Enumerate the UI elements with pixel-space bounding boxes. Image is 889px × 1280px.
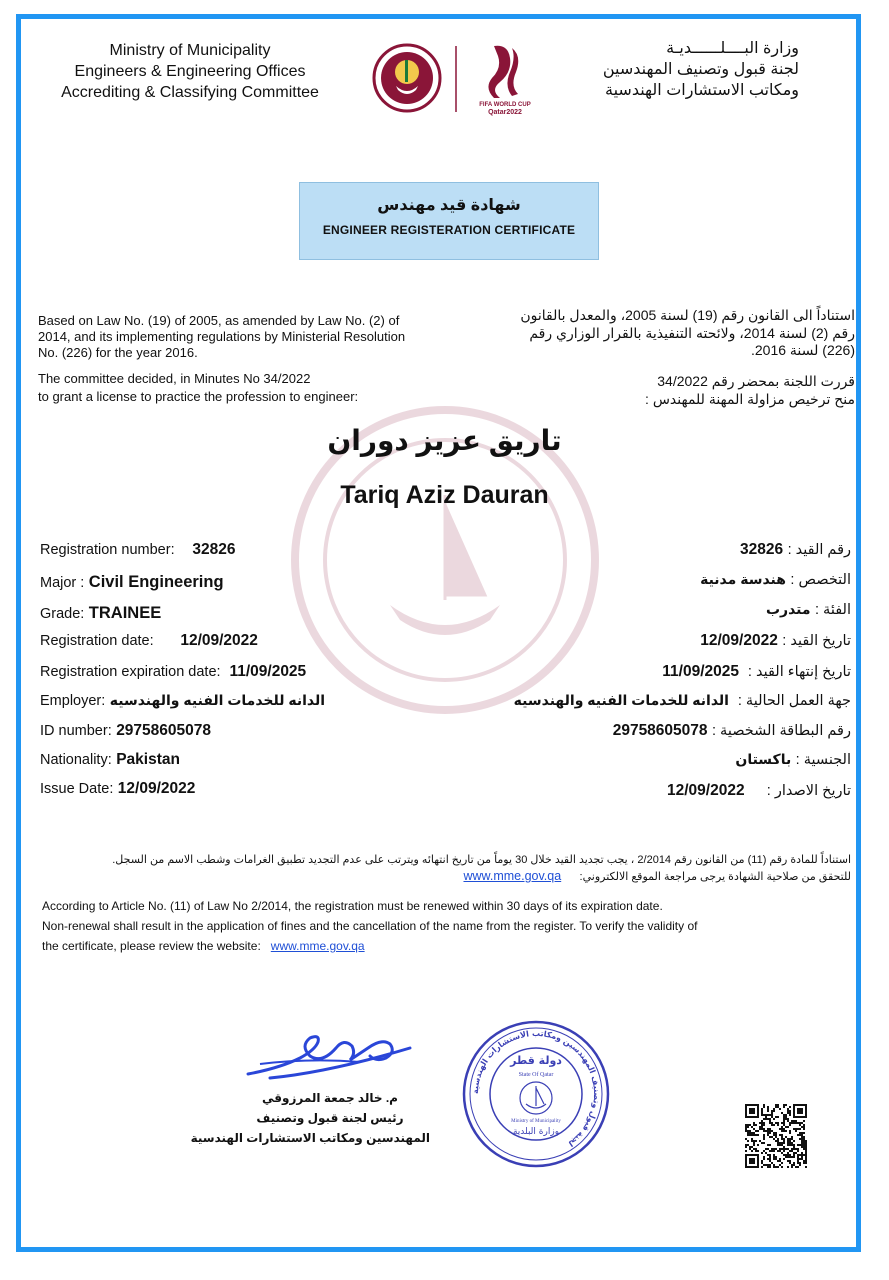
qr-code-icon[interactable] — [745, 1104, 807, 1168]
header-en-line: Engineers & Engineering Offices — [74, 63, 306, 80]
website-link-ar[interactable]: www.mme.gov.qa — [463, 869, 562, 883]
decision-line-ar: قررت اللجنة بمحضر رقم 34/2022 — [657, 373, 855, 389]
header-ar-line: لجنة قبول وتصنيف المهندسين — [602, 61, 799, 78]
field-id-number-ar: رقم البطاقة الشخصية : 29758605078 — [612, 722, 851, 739]
field-major-en: Major : Civil Engineering — [40, 573, 224, 591]
expiration-date-value: 11/09/2025 — [229, 663, 307, 680]
law-decision-en — [38, 370, 418, 406]
note-en-line: According to Article No. (11) of Law No 2/2014, the registration must be renewed within 30 days of its expiration date. — [42, 899, 663, 913]
header-ar-line: ومكاتب الاستشارات الهندسية — [605, 82, 799, 99]
law-text-ar: استناداً الى القانون رقم (19) لسنة 2005، والمعدل بالقانون رقم (2) لسنة 2014، ولائحته التنفيذية بالقرار الوزاري رقم (226) لسنة 2016. — [520, 307, 855, 358]
header-logos — [370, 42, 540, 123]
website-link-en[interactable]: www.mme.gov.qa — [270, 939, 365, 953]
header-en — [40, 40, 340, 103]
engineer-name-ar: تاريق عزيز دوران — [327, 425, 562, 456]
official-stamp — [460, 1018, 612, 1170]
note-en-line: Non-renewal shall result in the application of fines and the cancellation of the name from the register. To verify the validity of — [42, 919, 698, 933]
registration-date-value: 12/09/2022 — [180, 632, 258, 649]
header-en-line: Ministry of Municipality — [109, 42, 271, 59]
employer-value: الدانه للخدمات الفنيه والهندسيه — [109, 692, 326, 708]
header-en-line: Accrediting & Classifying Committee — [61, 84, 319, 101]
field-grade-en: Grade: TRAINEE — [40, 604, 162, 622]
law-text-en: Based on Law No. (19) of 2005, as amended by Law No. (2) of 2014, and its implementing regulations by Ministerial Resolution No. (226) for the year 2016. — [38, 313, 406, 360]
field-nationality-ar: الجنسية : باكستان — [735, 751, 851, 768]
svg-text:FIFA WORLD CUP: FIFA WORLD CUP — [479, 102, 531, 108]
field-grade-ar: الفئة : متدرب — [765, 601, 851, 618]
registration-number-value: 32826 — [192, 541, 236, 558]
grade-value: TRAINEE — [88, 604, 162, 622]
signatory-block — [190, 1088, 430, 1148]
note-en-line: the certificate, please review the website: www.mme.gov.qa — [42, 939, 365, 953]
license-line: to grant a license to practice the profession to engineer: — [38, 389, 359, 404]
field-registration-date-en: Registration date: 12/09/2022 — [40, 632, 258, 649]
major-value: Civil Engineering — [88, 573, 224, 591]
id-number-value: 29758605078 — [116, 722, 212, 739]
issue-date-value: 12/09/2022 — [117, 780, 196, 797]
engineer-name-en: Tariq Aziz Dauran — [340, 481, 549, 509]
law-decision-ar — [515, 372, 855, 408]
note-ar-line: استناداً للمادة رقم (11) من القانون رقم 2/2014 ، يجب تجديد القيد خلال 30 يوماً من تاريخ انتهائه ويترتب على عدم التجديد تطبيق الغرامات وشطب الاسم من السجل. — [112, 854, 851, 866]
signatory-name: م. خالد جمعة المرزوقي — [262, 1091, 398, 1105]
nationality-value: Pakistan — [116, 751, 180, 768]
signatory-title: رئيس لجنة قبول وتصنيف — [256, 1111, 404, 1125]
field-id-number-en: ID number: 29758605078 — [40, 722, 212, 739]
field-registration-number-ar: رقم القيد : 32826 — [740, 541, 851, 558]
field-expiration-date-ar: تاريخ إنتهاء القيد : 11/09/2025 — [662, 663, 851, 680]
note-ar — [91, 852, 851, 885]
world-cup-logo-icon — [470, 42, 540, 118]
title-en: ENGINEER REGISTERATION CERTIFICATE — [322, 223, 576, 237]
stamp-ring-text: لجنة قبول وتصنيف المهندسين ومكاتب الاستشارات الهندسية — [470, 1028, 602, 1149]
stamp-top-text: دولة قطر — [510, 1054, 562, 1067]
field-nationality-en: Nationality: Pakistan — [40, 751, 180, 768]
header-ar — [539, 38, 799, 101]
stamp-bottom-text: وزارة البلدية — [512, 1127, 560, 1137]
field-registration-number-en: Registration number: 32826 — [40, 541, 236, 558]
svg-text:Qatar2022: Qatar2022 — [488, 109, 522, 116]
certificate-title-box — [299, 182, 599, 260]
signatory-committee: المهندسين ومكاتب الاستشارات الهندسية — [190, 1131, 430, 1145]
field-employer-en: Employer: الدانه للخدمات الفنيه والهندسيه — [40, 692, 326, 709]
decision-line: The committee decided, in Minutes No 34/2022 — [38, 371, 311, 386]
signature-icon — [240, 1028, 420, 1088]
field-issue-date-en: Issue Date: 12/09/2022 — [40, 780, 196, 797]
field-issue-date-ar: تاريخ الاصدار : 12/09/2022 — [666, 782, 851, 799]
field-registration-date-ar: تاريخ القيد : 12/09/2022 — [700, 632, 851, 649]
field-expiration-date-en: Registration expiration date: 11/09/2025 — [40, 663, 307, 680]
stamp-inner-text: State Of Qatar — [518, 1072, 554, 1078]
field-major-ar: التخصص : هندسة مدنية — [700, 571, 851, 588]
title-ar: شهادة قيد مهندس — [377, 197, 521, 214]
stamp-inner-sub: Ministry of Municipality — [511, 1119, 561, 1124]
note-en — [42, 896, 782, 956]
license-line-ar: منح ترخيص مزاولة المهنة للمهندس : — [645, 391, 855, 407]
note-ar-line: للتحقق من صلاحية الشهادة يرجى مراجعة الموقع الالكتروني: www.mme.gov.qa — [463, 869, 851, 883]
field-employer-ar: جهة العمل الحالية : الدانه للخدمات الفنيه والهندسيه — [513, 692, 851, 709]
header-ar-line: وزارة البــــلــــــديـة — [666, 40, 799, 57]
